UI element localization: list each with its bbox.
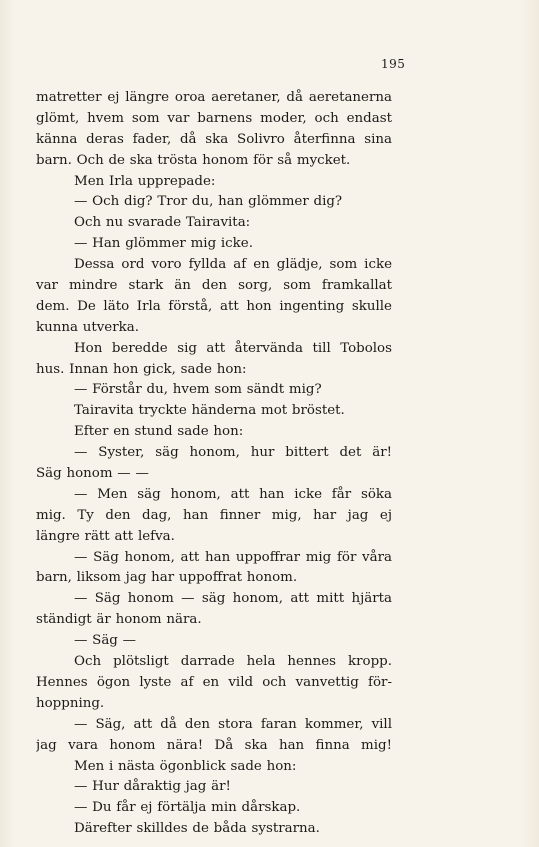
text-line: — Säg honom — säg honom, att mitt hjärta — [74, 591, 392, 607]
text-line: glömt, hvem som var barnens moder, och endast — [36, 110, 392, 126]
text-line: Men Irla upprepade: — [74, 173, 216, 189]
text-line: — Säg honom, att han uppoffrar mig för våra — [74, 549, 392, 565]
text-line: Och nu svarade Tairavita: — [74, 215, 251, 231]
text-line: ständigt är honom nära. — [36, 612, 202, 628]
text-line: känna deras fader, då ska Solivro återfinna sina — [36, 131, 392, 147]
text-line: hus. Innan hon gick, sade hon: — [36, 361, 247, 377]
text-line: hoppning. — [36, 695, 105, 711]
text-line: mig. Ty den dag, han finner mig, har jag ej — [36, 507, 392, 523]
text-line: — Säg — — [74, 633, 137, 649]
text-line: — Och dig? Tror du, han glömmer dig? — [74, 194, 343, 210]
text-line: — Han glömmer mig icke. — [74, 236, 253, 252]
text-line: Och plötsligt darrade hela hennes kropp. — [74, 654, 392, 670]
text-line: Men i nästa ögonblick sade hon: — [74, 758, 297, 774]
text-line: Dessa ord voro fyllda af en glädje, som icke — [74, 257, 392, 273]
text-line: Hennes ögon lyste af en vild och vanvettig för- — [36, 674, 392, 690]
text-line: — Du får ej förtälja min dårskap. — [74, 800, 301, 816]
text-line: var mindre stark än den sorg, som framkallat — [36, 278, 392, 294]
text-line: längre rätt att lefva. — [36, 528, 175, 544]
text-line: — Säg, att då den stora faran kommer, vill — [74, 716, 392, 732]
text-line: Efter en stund sade hon: — [74, 424, 244, 440]
text-line: jag vara honom nära! Då ska han finna mig! — [36, 737, 392, 753]
text-line: Tairavita tryckte händerna mot bröstet. — [74, 403, 345, 419]
text-line: matretter ej längre oroa aeretaner, då aeretanerna — [36, 90, 392, 105]
text-line: — Men säg honom, att han icke får söka — [74, 486, 392, 502]
text-line: barn, liksom jag har uppoffrat honom. — [36, 570, 298, 586]
text-line: Säg honom — — — [36, 466, 149, 482]
text-line: barn. Och de ska trösta honom för så mycket. — [36, 152, 351, 168]
text-line: — Syster, säg honom, hur bittert det är! — [74, 445, 392, 461]
text-line: — Förstår du, hvem som sändt mig? — [74, 382, 322, 398]
text-line: kunna utverka. — [36, 319, 139, 335]
page-number: 195 — [381, 57, 406, 71]
text-line: — Hur dåraktig jag är! — [74, 779, 231, 795]
text-line: Därefter skilldes de båda systrarna. — [74, 821, 320, 837]
text-line: dem. De läto Irla förstå, att hon ingenting skulle — [36, 298, 392, 314]
text-line: Hon beredde sig att återvända till Tobolos — [74, 340, 392, 356]
body-text — [36, 88, 392, 840]
